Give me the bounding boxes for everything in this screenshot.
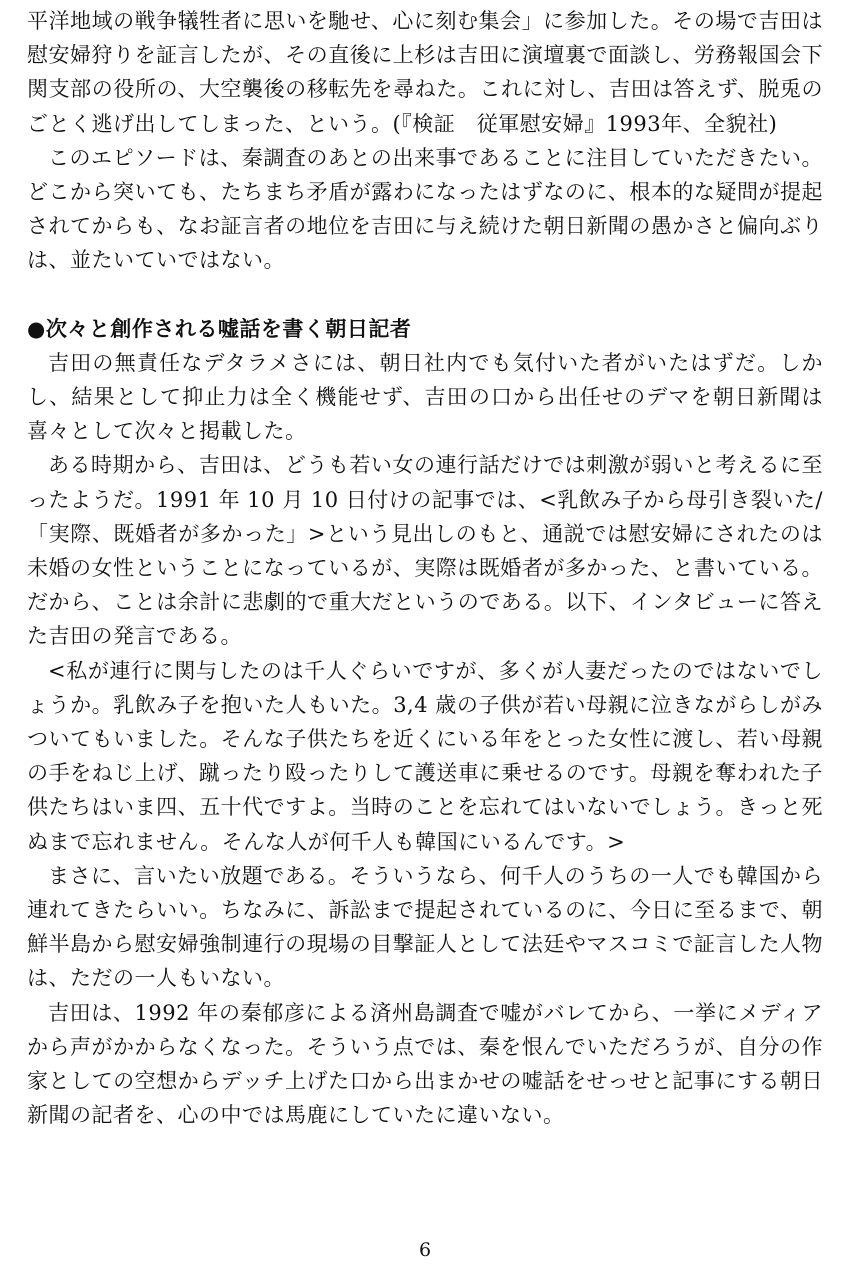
page-number: 6 bbox=[418, 1239, 432, 1261]
body-text bbox=[27, 4, 823, 1133]
paragraph-1992-investigation: 吉田は、1992 年の秦郁彦による済州島調査で嘘がバレてから、一挙にメディアから声がかからなくなった。そういう点では、秦を恨んでいただろうが、自分の作家としての空想からデッチ上げた口から出まかせの嘘話をせっせと記事にする朝日新聞の記者を、心の中では馬鹿にしていたに違いない。 bbox=[27, 1000, 823, 1128]
paragraph-asahi-reporting: 吉田の無責任なデタラメさには、朝日社内でも気付いた者がいたはずだ。しかし、結果として抑止力は全く機能せず、吉田の口から出任せのデマを朝日新聞は喜々として次々と掲載した。 bbox=[27, 350, 823, 444]
section-heading: ●次々と創作される嘘話を書く朝日記者 bbox=[27, 316, 412, 341]
paragraph-interview-quote: <私が連行に関与したのは千人ぐらいですが、多くが人妻だったのではないでしょうか。乳飲み子を抱いた人もいた。3,4 歳の子供が若い母親に泣きながらしがみついてもいました。そんな子供たちを近くにいる年をとった女性に渡し、若い母親の手をねじ上げ、蹴ったり殴ったりして護送車に乗せるのです。母親を奪われた子供たちはいま四、五十代ですよ。当時のことを忘れてはいないでしょう。きっと死ぬまで忘れません。そんな人が何千人も韓国にいるんです。> bbox=[27, 658, 823, 854]
paragraph-episode-note: このエピソードは、秦調査のあとの出来事であることに注目していただきたい。どこから突いても、たちまち矛盾が露わになったはずなのに、根本的な疑問が提起されてからも、なお証言者の地位を吉田に与え続けた朝日新聞の愚かさと偏向ぶりは、並たいていではない。 bbox=[27, 145, 823, 273]
paragraph-continuation: 平洋地域の戦争犠牲者に思いを馳せ、心に刻む集会」に参加した。その場で吉田は慰安婦狩りを証言したが、その直後に上杉は吉田に演壇裏で面談し、労務報国会下関支部の役所の、大空襲後の移転先を尋ねた。これに対し、吉田は答えず、脱兎のごとく逃げ出してしまった、という。(『検証 従軍慰安婦』1993年、全貌社) bbox=[27, 9, 823, 136]
paragraph-1991-article: ある時期から、吉田は、どうも若い女の連行話だけでは刺激が弱いと考えるに至ったようだ。1991 年 10 月 10 日付けの記事では、<乳飲み子から母引き裂いた/「実際、既婚者が多かった」>という見出しのもと、通説では慰安婦にされたのは未婚の女性ということになっているが、実際は既婚者が多かった、と書いている。だから、ことは余計に悲劇的で重大だというのである。以下、インタビューに答えた吉田の発言である。 bbox=[27, 453, 823, 649]
paragraph-no-witness: まさに、言いたい放題である。そういうなら、何千人のうちの一人でも韓国から連れてきたらいい。ちなみに、訴訟まで提起されているのに、今日に至るまで、朝鮮半島から慰安婦強制連行の現場の目撃証人として法廷やマスコミで証言した人物は、ただの一人もいない。 bbox=[27, 863, 823, 991]
